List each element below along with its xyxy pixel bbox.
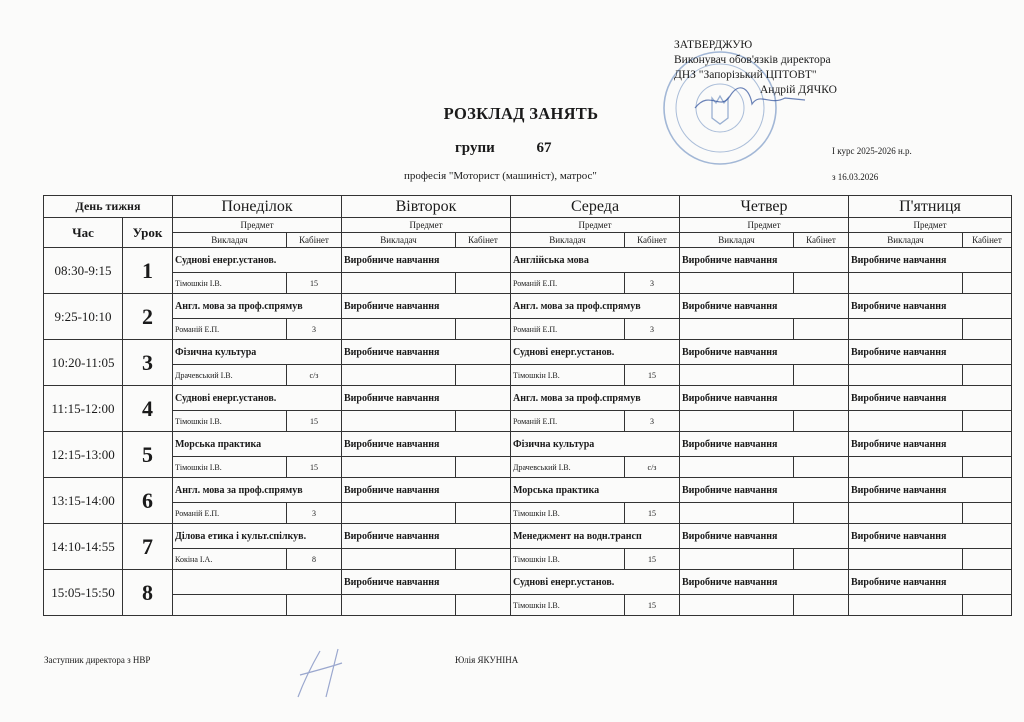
header-week-day: День тижня [44,196,173,218]
lesson-number: 3 [123,340,173,386]
lesson-cabinet [963,503,1012,524]
lesson-row [44,294,1012,319]
header-day: Понеділок [173,196,342,218]
lesson-row [44,340,1012,365]
lesson-teacher: Романій Е.П. [511,319,625,340]
lesson-cabinet: 8 [287,549,342,570]
lesson-subject: Виробниче навчання [849,570,1012,595]
lesson-subject: Виробниче навчання [849,294,1012,319]
lesson-row [44,386,1012,411]
lesson-teacher: Тімошкін І.В. [511,595,625,616]
group-line [455,140,552,157]
lesson-teacher: Романій Е.П. [511,273,625,294]
lesson-teacher: Тімошкін І.В. [511,549,625,570]
header-subject: Предмет [173,218,342,233]
lesson-subject: Суднові енерг.установ. [173,248,342,273]
approval-block [674,38,837,98]
lesson-teacher: Драчевський І.В. [511,457,625,478]
header-teacher: Викладач [342,233,456,248]
lesson-number: 4 [123,386,173,432]
lesson-cabinet: 3 [625,319,680,340]
lesson-cabinet [456,457,511,478]
header-lesson: Урок [123,218,173,248]
lesson-cabinet [794,273,849,294]
lesson-subject: Виробниче навчання [342,248,511,273]
lesson-teacher [342,365,456,386]
lesson-cabinet [794,365,849,386]
header-cabinet: Кабінет [794,233,849,248]
lesson-teacher [342,457,456,478]
lesson-detail-row [44,365,1012,386]
lesson-teacher [849,503,963,524]
lesson-detail-row [44,595,1012,616]
lesson-teacher: Тімошкін І.В. [173,411,287,432]
group-number: 67 [536,140,552,156]
lesson-subject: Виробниче навчання [342,294,511,319]
lesson-subject: Англ. мова за проф.спрямув [511,294,680,319]
header-day: П'ятниця [849,196,1012,218]
lesson-subject: Виробниче навчання [849,478,1012,503]
lesson-cabinet [287,595,342,616]
lesson-cabinet: с/з [287,365,342,386]
lesson-subject: Виробниче навчання [680,478,849,503]
lesson-subject: Виробниче навчання [342,570,511,595]
lesson-cabinet [963,365,1012,386]
lesson-subject: Виробниче навчання [342,340,511,365]
lesson-teacher [680,457,794,478]
lesson-cabinet: 3 [625,273,680,294]
lesson-row [44,478,1012,503]
lesson-subject: Виробниче навчання [849,432,1012,457]
lesson-cabinet [456,411,511,432]
lesson-teacher: Романій Е.П. [173,319,287,340]
lesson-teacher [342,503,456,524]
lesson-time: 11:15-12:00 [44,386,123,432]
lesson-number: 7 [123,524,173,570]
lesson-cabinet [794,411,849,432]
lesson-cabinet [963,457,1012,478]
lesson-cabinet [963,319,1012,340]
lesson-cabinet [794,595,849,616]
header-cabinet: Кабінет [287,233,342,248]
lesson-time: 08:30-9:15 [44,248,123,294]
header-teacher: Викладач [680,233,794,248]
deputy-signature [290,645,360,703]
lesson-cabinet: 3 [287,319,342,340]
lesson-cabinet: 15 [625,503,680,524]
lesson-teacher [849,457,963,478]
lesson-subject: Виробниче навчання [849,386,1012,411]
header-row-subject [44,218,1012,233]
header-row-teacher [44,233,1012,248]
lesson-subject: Морська практика [173,432,342,457]
lesson-subject: Англ. мова за проф.спрямув [173,294,342,319]
lesson-teacher: Кокіна І.А. [173,549,287,570]
lesson-subject: Англійська мова [511,248,680,273]
lesson-subject: Виробниче навчання [342,386,511,411]
lesson-detail-row [44,273,1012,294]
lesson-subject: Англ. мова за проф.спрямув [173,478,342,503]
lesson-subject: Виробниче навчання [680,248,849,273]
lesson-cabinet [963,595,1012,616]
lesson-subject: Виробниче навчання [849,248,1012,273]
lesson-time: 13:15-14:00 [44,478,123,524]
lesson-subject: Виробниче навчання [342,524,511,549]
lesson-row [44,570,1012,595]
lesson-teacher: Тімошкін І.В. [511,365,625,386]
lesson-cabinet: 15 [287,411,342,432]
lesson-time: 9:25-10:10 [44,294,123,340]
lesson-detail-row [44,503,1012,524]
lesson-subject: Виробниче навчання [680,570,849,595]
header-day: Вівторок [342,196,511,218]
lesson-subject [173,570,342,595]
lesson-teacher [849,319,963,340]
lesson-cabinet [456,319,511,340]
lesson-subject: Виробниче навчання [342,432,511,457]
header-teacher: Викладач [849,233,963,248]
lesson-cabinet [794,503,849,524]
lesson-teacher: Тімошкін І.В. [173,457,287,478]
lesson-teacher [680,411,794,432]
header-day: Середа [511,196,680,218]
lesson-teacher [680,319,794,340]
lesson-teacher [680,365,794,386]
header-row-days [44,196,1012,218]
lesson-number: 8 [123,570,173,616]
approval-heading: ЗАТВЕРДЖУЮ [674,39,753,51]
group-label: групи [455,140,495,156]
lesson-subject: Виробниче навчання [680,294,849,319]
lesson-subject: Суднові енерг.установ. [511,570,680,595]
header-time: Час [44,218,123,248]
lesson-teacher: Тімошкін І.В. [173,273,287,294]
lesson-subject: Виробниче навчання [680,524,849,549]
lesson-teacher [342,319,456,340]
lesson-teacher [849,411,963,432]
lesson-teacher [173,595,287,616]
schedule-table [43,195,1012,616]
lesson-row [44,432,1012,457]
lesson-teacher [849,595,963,616]
lesson-subject: Англ. мова за проф.спрямув [511,386,680,411]
lesson-teacher [680,549,794,570]
lesson-teacher: Тімошкін І.В. [511,503,625,524]
header-cabinet: Кабінет [456,233,511,248]
header-cabinet: Кабінет [625,233,680,248]
header-day: Четвер [680,196,849,218]
lesson-cabinet: 3 [287,503,342,524]
header-cabinet: Кабінет [963,233,1012,248]
lesson-teacher [342,411,456,432]
lesson-teacher: Драчевський І.В. [173,365,287,386]
lesson-cabinet: с/з [625,457,680,478]
document-title: РОЗКЛАД ЗАНЯТЬ [443,104,599,123]
lesson-teacher [680,273,794,294]
lesson-time: 12:15-13:00 [44,432,123,478]
lesson-cabinet [794,457,849,478]
lesson-cabinet [963,411,1012,432]
lesson-cabinet [794,549,849,570]
lesson-row [44,248,1012,273]
lesson-subject: Виробниче навчання [680,386,849,411]
lesson-teacher: Романій Е.П. [173,503,287,524]
lesson-subject: Виробниче навчання [680,432,849,457]
lesson-detail-row [44,411,1012,432]
lesson-teacher [849,273,963,294]
lesson-subject: Ділова етика і культ.спілкув. [173,524,342,549]
lesson-time: 14:10-14:55 [44,524,123,570]
lesson-teacher [680,595,794,616]
lesson-teacher [342,595,456,616]
lesson-subject: Виробниче навчання [849,524,1012,549]
header-subject: Предмет [342,218,511,233]
lesson-subject: Суднові енерг.установ. [511,340,680,365]
lesson-number: 2 [123,294,173,340]
lesson-subject: Морська практика [511,478,680,503]
lesson-cabinet: 3 [625,411,680,432]
lesson-cabinet [456,595,511,616]
lesson-cabinet [963,273,1012,294]
lesson-cabinet: 15 [625,595,680,616]
lesson-number: 5 [123,432,173,478]
lesson-number: 1 [123,248,173,294]
lesson-cabinet: 15 [625,549,680,570]
lesson-cabinet: 15 [287,457,342,478]
deputy-title: Заступник директора з НВР [44,655,151,665]
lesson-detail-row [44,319,1012,340]
lesson-teacher [342,273,456,294]
profession-info: професія "Моторист (машиніст), матрос" [404,170,597,182]
lesson-cabinet [794,319,849,340]
lesson-subject: Суднові енерг.установ. [173,386,342,411]
lesson-teacher: Романій Е.П. [511,411,625,432]
approval-institution: ДНЗ "Запорізький ЦПТОВТ" [674,69,817,81]
lesson-subject: Виробниче навчання [680,340,849,365]
lesson-cabinet [963,549,1012,570]
lesson-time: 15:05-15:50 [44,570,123,616]
lesson-teacher [342,549,456,570]
lesson-subject: Виробниче навчання [849,340,1012,365]
lesson-cabinet [456,549,511,570]
effective-date: з 16.03.2026 [832,172,879,182]
lesson-subject: Виробниче навчання [342,478,511,503]
lesson-cabinet: 15 [287,273,342,294]
lesson-teacher [680,503,794,524]
lesson-row [44,524,1012,549]
lesson-subject: Менеджмент на водн.трансп [511,524,680,549]
lesson-detail-row [44,549,1012,570]
lesson-cabinet [456,273,511,294]
lesson-number: 6 [123,478,173,524]
lesson-teacher [849,365,963,386]
header-teacher: Викладач [173,233,287,248]
header-subject: Предмет [511,218,680,233]
header-subject: Предмет [680,218,849,233]
lesson-teacher [849,549,963,570]
header-subject: Предмет [849,218,1012,233]
lesson-time: 10:20-11:05 [44,340,123,386]
lesson-subject: Фізична культура [173,340,342,365]
lesson-subject: Фізична культура [511,432,680,457]
header-teacher: Викладач [511,233,625,248]
lesson-cabinet: 15 [625,365,680,386]
lesson-cabinet [456,503,511,524]
lesson-cabinet [456,365,511,386]
course-info: І курс 2025-2026 н.р. [832,146,912,156]
deputy-name: Юлія ЯКУНІНА [455,655,519,665]
lesson-detail-row [44,457,1012,478]
approval-position: Виконувач обов'язків директора [674,54,831,66]
approval-signer: Андрій ДЯЧКО [760,84,837,96]
